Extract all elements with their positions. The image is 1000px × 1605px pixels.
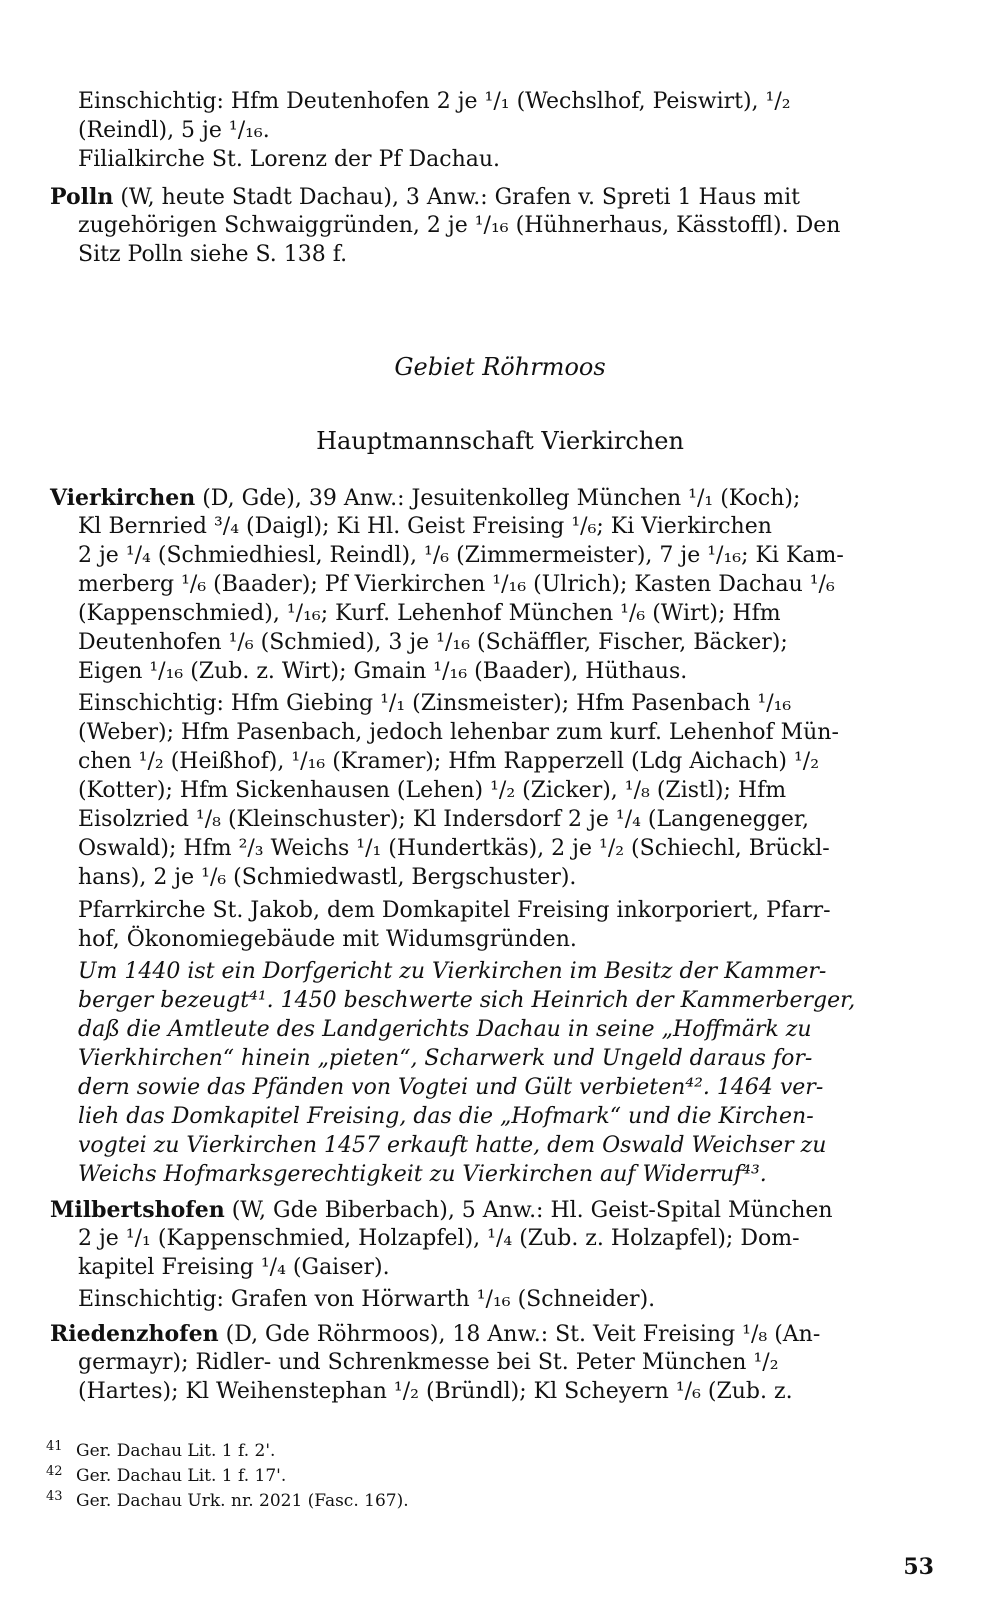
text-line: (Kotter); Hfm Sickenhausen (Lehen) ¹/₂ (Zicker), ¹/₈ (Zistl); Hfm (78, 778, 787, 803)
italic-line: berger bezeugt⁴¹. 1450 beschwerte sich Heinrich der Kammerberger, (78, 988, 856, 1013)
italic-line: daß die Amtleute des Landgerichts Dachau in seine „Hoffmärk zu (78, 1017, 812, 1042)
text-line: Einschichtig: Hfm Deutenhofen 2 je ¹/₁ (Wechslhof, Peiswirt), ¹/₂ (78, 89, 791, 114)
text-line: Pfarrkirche St. Jakob, dem Domkapitel Freising inkorporiert, Pfarr- (78, 898, 831, 923)
italic-line: vogtei zu Vierkirchen 1457 erkauft hatte, dem Oswald Weichser zu (78, 1133, 827, 1158)
text-line: 2 je ¹/₄ (Schmiedhiesl, Reindl), ¹/₆ (Zimmermeister), 7 je ¹/₁₆; Ki Kam- (78, 543, 844, 568)
footnote-text: Ger. Dachau Lit. 1 f. 17'. (76, 1466, 287, 1486)
place-name: Vierkirchen (50, 485, 196, 511)
place-name: Polln (50, 184, 114, 210)
text-line: Eigen ¹/₁₆ (Zub. z. Wirt); Gmain ¹/₁₆ (Baader), Hüthaus. (78, 659, 688, 684)
entry-riedenzhofen (50, 1320, 820, 1349)
text-line: Sitz Polln siehe S. 138 f. (78, 242, 348, 267)
entry-text: (W, heute Stadt Dachau), 3 Anw.: Grafen v. Spreti 1 Haus mit (113, 185, 800, 210)
footnote-mark: 42 (46, 1464, 63, 1479)
text-line: 2 je ¹/₁ (Kappenschmied, Holzapfel), ¹/₄ (Zub. z. Holzapfel); Dom- (78, 1226, 800, 1251)
footnote-mark: 41 (46, 1439, 63, 1454)
entry-text: (W, Gde Biberbach), 5 Anw.: Hl. Geist-Spital München (224, 1198, 833, 1223)
text-line: merberg ¹/₆ (Baader); Pf Vierkirchen ¹/₁₆ (Ulrich); Kasten Dachau ¹/₆ (78, 572, 835, 597)
place-name: Milbertshofen (50, 1197, 225, 1223)
italic-line: Weichs Hofmarksgerechtigkeit zu Vierkirchen auf Widerruf⁴³. (78, 1162, 767, 1187)
place-name: Riedenzhofen (50, 1321, 219, 1347)
entry-milbertshofen (50, 1196, 833, 1225)
subsection-heading: Hauptmannschaft Vierkirchen (316, 427, 684, 455)
text-line: Oswald); Hfm ²/₃ Weichs ¹/₁ (Hundertkäs), 2 je ¹/₂ (Schiechl, Brückl- (78, 836, 830, 861)
footnote-text: Ger. Dachau Lit. 1 f. 2'. (76, 1441, 276, 1461)
footnote-mark: 43 (46, 1489, 63, 1504)
text-line: (Weber); Hfm Pasenbach, jedoch lehenbar zum kurf. Lehenhof Mün- (78, 720, 839, 745)
text-line: (Reindl), 5 je ¹/₁₆. (78, 118, 270, 143)
text-line: Einschichtig: Hfm Giebing ¹/₁ (Zinsmeister); Hfm Pasenbach ¹/₁₆ (78, 691, 792, 716)
footnote-text: Ger. Dachau Urk. nr. 2021 (Fasc. 167). (76, 1491, 409, 1511)
entry-text: (D, Gde Röhrmoos), 18 Anw.: St. Veit Freising ¹/₈ (An- (218, 1322, 821, 1347)
italic-line: Um 1440 ist ein Dorfgericht zu Vierkirchen im Besitz der Kammer- (78, 959, 827, 984)
italic-line: lieh das Domkapitel Freising, das die „Hofmark“ und die Kirchen- (78, 1104, 814, 1129)
text-line: Einschichtig: Grafen von Hörwarth ¹/₁₆ (Schneider). (78, 1287, 656, 1312)
entry-text: (D, Gde), 39 Anw.: Jesuitenkolleg München ¹/₁ (Koch); (195, 486, 801, 511)
section-heading: Gebiet Röhrmoos (394, 353, 606, 381)
text-line: Deutenhofen ¹/₆ (Schmied), 3 je ¹/₁₆ (Schäffler, Fischer, Bäcker); (78, 630, 788, 655)
footnote (46, 1461, 286, 1487)
text-line: kapitel Freising ¹/₄ (Gaiser). (78, 1255, 390, 1280)
italic-line: dern sowie das Pfänden von Vogtei und Gült verbieten⁴². 1464 ver- (78, 1075, 824, 1100)
text-line: zugehörigen Schwaiggründen, 2 je ¹/₁₆ (Hühnerhaus, Kässtoffl). Den (78, 213, 841, 238)
entry-polln (50, 183, 800, 212)
text-line: Filialkirche St. Lorenz der Pf Dachau. (78, 147, 501, 172)
text-line: germayr); Ridler- und Schrenkmesse bei St. Peter München ¹/₂ (78, 1350, 779, 1375)
italic-line: Vierkhirchen“ hinein „pieten“, Scharwerk und Ungeld daraus for- (78, 1046, 813, 1071)
text-line: Kl Bernried ³/₄ (Daigl); Ki Hl. Geist Freising ¹/₆; Ki Vierkirchen (78, 514, 772, 539)
text-line: chen ¹/₂ (Heißhof), ¹/₁₆ (Kramer); Hfm Rapperzell (Ldg Aichach) ¹/₂ (78, 749, 820, 774)
text-line: (Kappenschmied), ¹/₁₆; Kurf. Lehenhof München ¹/₆ (Wirt); Hfm (78, 601, 781, 626)
page-number: 53 (903, 1554, 934, 1580)
text-line: hans), 2 je ¹/₆ (Schmiedwastl, Bergschuster). (78, 865, 577, 890)
text-line: Eisolzried ¹/₈ (Kleinschuster); Kl Indersdorf 2 je ¹/₄ (Langenegger, (78, 807, 809, 832)
footnote (46, 1486, 409, 1512)
text-line: hof, Ökonomiegebäude mit Widumsgründen. (78, 927, 577, 952)
footnote (46, 1436, 275, 1462)
entry-vierkirchen (50, 484, 800, 513)
text-line: (Hartes); Kl Weihenstephan ¹/₂ (Bründl); Kl Scheyern ¹/₆ (Zub. z. (78, 1379, 793, 1404)
